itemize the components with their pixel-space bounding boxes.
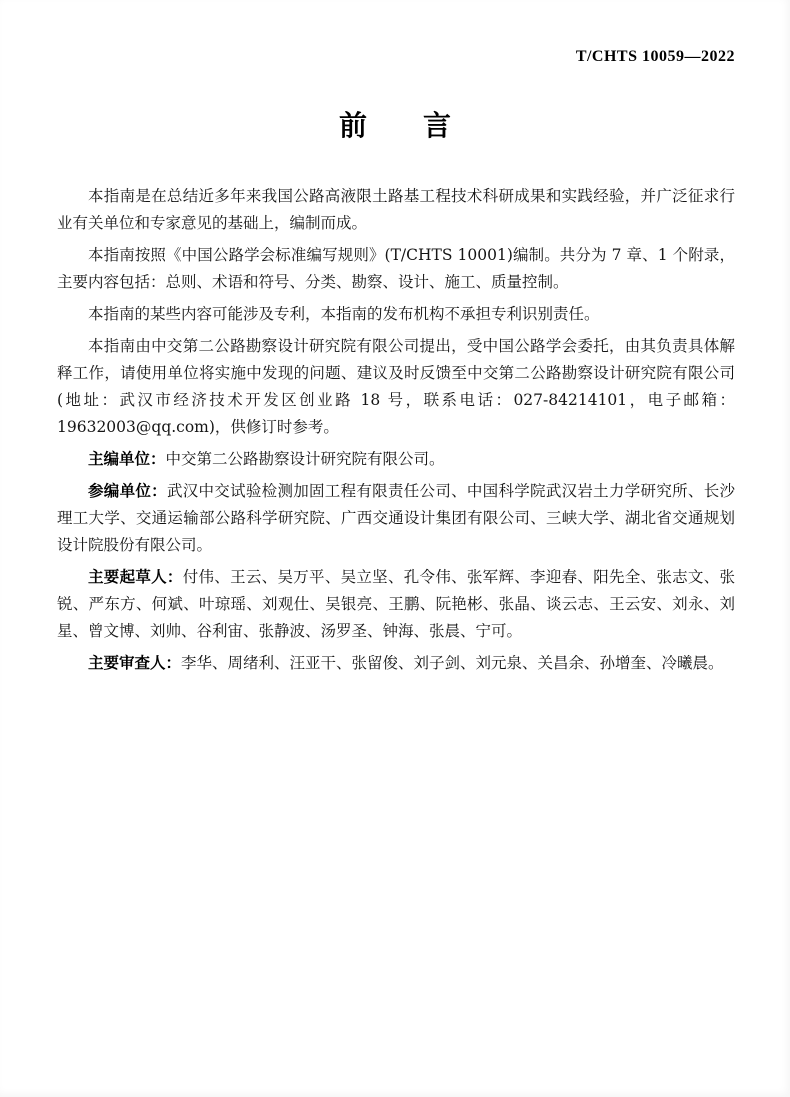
preface-paragraph bbox=[57, 242, 735, 296]
preface-paragraph bbox=[57, 333, 735, 441]
paragraph-label: 主编单位： bbox=[88, 450, 166, 468]
preface-paragraph-chief-editor bbox=[57, 446, 735, 473]
standard-code: T/CHTS 10059—2022 bbox=[575, 48, 735, 65]
preface-paragraph-reviewers bbox=[57, 650, 735, 677]
paragraph-text: 中交第二公路勘察设计研究院有限公司。 bbox=[165, 450, 445, 468]
preface-paragraph-drafters bbox=[57, 564, 735, 645]
preface-body bbox=[57, 183, 735, 682]
paragraph-text: 付伟、王云、吴万平、吴立坚、孔令伟、张军辉、李迎春、阳先全、张志文、张锐、严东方、何斌、叶琼瑶、刘观仕、吴银亮、王鹏、阮艳彬、张晶、谈云志、王云安、刘永、刘星、曾文博、刘帅、谷利宙、张静波、汤罗圣、钟海、张晨、宁可。 bbox=[57, 568, 735, 640]
paragraph-text: 本指南由中交第二公路勘察设计研究院有限公司提出，受中国公路学会委托，由其负责具体解释工作，请使用单位将实施中发现的问题、建议及时反馈至中交第二公路勘察设计研究院有限公司(地址：武汉市经济技术开发区创业路 18 号，联系电话：027-84214101，电子邮箱：19632003@qq.com)，供修订时参考。 bbox=[57, 337, 735, 436]
paragraph-label: 主要审查人： bbox=[88, 654, 182, 672]
paragraph-text: 本指南是在总结近多年来我国公路高液限土路基工程技术科研成果和实践经验，并广泛征求行业有关单位和专家意见的基础上，编制而成。 bbox=[57, 187, 735, 232]
preface-paragraph bbox=[57, 301, 735, 328]
preface-paragraph bbox=[57, 183, 735, 237]
page-title: 前 言 bbox=[338, 109, 451, 142]
paragraph-text: 本指南按照《中国公路学会标准编写规则》(T/CHTS 10001)编制。共分为 7 章、1 个附录，主要内容包括：总则、术语和符号、分类、勘察、设计、施工、质量控制。 bbox=[57, 246, 735, 291]
paragraph-label: 主要起草人： bbox=[88, 568, 183, 586]
paragraph-text: 李华、周绪利、汪亚干、张留俊、刘子剑、刘元泉、关昌余、孙增奎、冷曦晨。 bbox=[181, 654, 724, 672]
preface-paragraph-co-editors bbox=[57, 478, 735, 559]
paragraph-text: 本指南的某些内容可能涉及专利，本指南的发布机构不承担专利识别责任。 bbox=[88, 305, 600, 323]
paragraph-label: 参编单位： bbox=[88, 482, 167, 500]
paragraph-text: 武汉中交试验检测加固工程有限责任公司、中国科学院武汉岩土力学研究所、长沙理工大学、交通运输部公路科学研究院、广西交通设计集团有限公司、三峡大学、湖北省交通规划设计院股份有限公司。 bbox=[57, 482, 735, 554]
